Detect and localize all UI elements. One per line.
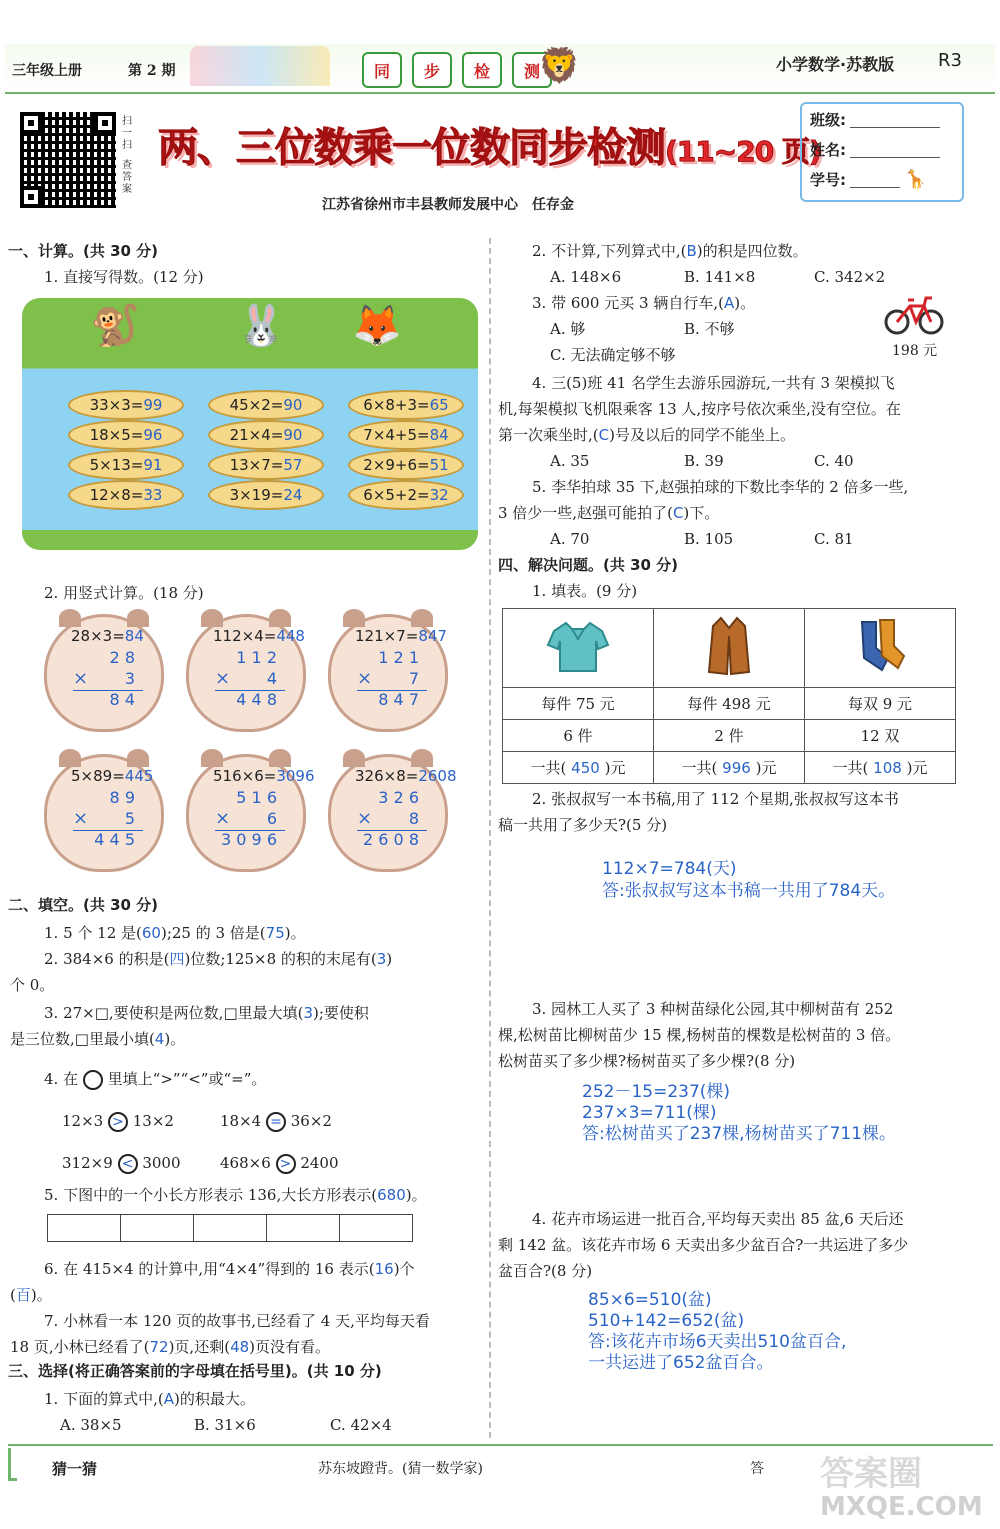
mental-math-picture	[22, 298, 478, 550]
s2-q3-cont: 是三位数,□里最小填(4)。	[10, 1030, 186, 1048]
calc-column: 5 1 6 6 3 0 9 6	[221, 788, 277, 849]
s3-q3: 3. 带 600 元买 3 辆自行车,(A)。	[532, 294, 756, 312]
vertical-calc-card	[328, 614, 448, 732]
rabbit-icon: 🐰	[236, 303, 286, 349]
price-cell: 每件 498 元	[654, 688, 805, 720]
calc-equation: 28×3=84	[71, 627, 144, 645]
calc-equation: 112×4=448	[213, 627, 305, 645]
price-cell: 每件 75 元	[503, 688, 654, 720]
s3-q2: 2. 不计算,下列算式中,(B)的积是四位数。	[532, 242, 808, 260]
count-cell: 6 件	[503, 720, 654, 752]
stamp: 测	[512, 52, 552, 88]
s2-q6-cont: (百)。	[10, 1286, 52, 1304]
stamp: 同	[362, 52, 402, 88]
s3-q5: 5. 李华拍球 35 下,赵强拍球的下数比李华的 2 倍多一些,	[532, 478, 909, 496]
column-divider	[489, 238, 491, 1438]
author-line: 江苏省徐州市丰县教师发展中心 任存金	[322, 197, 574, 213]
stamp: 检	[462, 52, 502, 88]
student-info-box	[800, 102, 964, 202]
mental-math-item: 45×2= 90	[208, 390, 324, 420]
mental-math-item: 3×19= 24	[208, 480, 324, 510]
count-cell: 2 件	[654, 720, 805, 752]
times-sign: ×	[73, 808, 89, 829]
table-cell	[654, 609, 805, 688]
count-cell: 12 双	[805, 720, 956, 752]
mental-math-item: 5×13= 91	[68, 450, 184, 480]
bike-price: 198 元	[892, 343, 938, 359]
price-cell: 每双 9 元	[805, 688, 956, 720]
s4-q3: 3. 园林工人买了 3 种树苗绿化公园,其中柳树苗有 252	[532, 1000, 894, 1018]
calc-column: 1 1 2 4 4 4 8	[236, 648, 277, 709]
qr-caption-2: 查答案	[122, 160, 132, 195]
times-sign: ×	[357, 808, 373, 829]
issue-label: 第 2 期	[128, 63, 176, 79]
s2-q2: 2. 384×6 的积是(四)位数;125×8 的积的末尾有(3)	[44, 950, 393, 968]
shirt-icon	[546, 619, 610, 673]
s4-q3-answer: 252－15=237(棵) 237×3=711(棵) 答:松树苗买了237棵,杨树苗买了711棵。	[582, 1082, 897, 1144]
s3-q1-opt: A. 38×5	[60, 1416, 122, 1434]
edition-label: 小学数学·苏教版	[776, 55, 895, 74]
compare-item: 468×6 > 2400	[220, 1154, 339, 1172]
header-stamps	[362, 52, 552, 88]
calc-line	[357, 690, 427, 691]
s4-q4: 4. 花卉市场运进一批百合,平均每天卖出 85 盆,6 天后还	[532, 1210, 904, 1228]
mental-math-item: 13×7= 57	[208, 450, 324, 480]
compare-item: 18×4 = 36×2	[220, 1112, 332, 1130]
qr-code-icon[interactable]	[20, 112, 116, 208]
s2-q4: 4. 在 里填上“>”“<”或“=”。	[44, 1070, 267, 1088]
calc-column: 3 2 6 8 2 6 0 8	[363, 788, 419, 849]
times-sign: ×	[215, 808, 231, 829]
calc-column: 2 8 3 8 4	[109, 648, 135, 709]
total-cell: 一共( 450 )元	[503, 752, 654, 784]
calc-line	[215, 830, 285, 831]
section-3-title: 三、选择(将正确答案前的字母填在括号里)。(共 10 分)	[8, 1362, 382, 1380]
compare-item: 312×9 < 3000	[62, 1154, 181, 1172]
section-1-title: 一、计算。(共 30 分)	[8, 242, 159, 260]
s3-q2-opt: C. 342×2	[814, 268, 886, 286]
s3-q3-opt: A. 够	[550, 320, 586, 338]
section-2-title: 二、填空。(共 30 分)	[8, 896, 159, 914]
coat-icon	[707, 616, 751, 676]
calc-equation: 121×7=847	[355, 627, 447, 645]
s4-q3-l2: 棵,松树苗比柳树苗少 15 棵,杨树苗的棵数是松树苗的 3 倍。	[498, 1026, 901, 1044]
name-field[interactable]: 姓名:	[802, 134, 962, 164]
s2-q7-cont: 18 页,小林已经看了(72)页,还剩(48)页没有看。	[10, 1338, 331, 1356]
circle-blank-icon	[83, 1070, 103, 1090]
fill-table	[502, 608, 956, 784]
s4-q3-l3: 松树苗买了多少棵?杨树苗买了多少棵?(8 分)	[498, 1052, 796, 1070]
table-cell	[805, 609, 956, 688]
stamp: 步	[412, 52, 452, 88]
watermark: 答案圈	[820, 1454, 922, 1494]
s3-q2-opt: B. 141×8	[684, 268, 756, 286]
s3-q5-opt: C. 81	[814, 530, 854, 548]
footer	[8, 1444, 993, 1522]
rectangle-diagram	[48, 1214, 413, 1242]
vertical-calc-card	[186, 614, 306, 732]
mental-math-item: 7×4+5= 84	[348, 420, 464, 450]
footer-riddle: 苏东坡蹬背。(猜一数学家)	[318, 1461, 483, 1477]
s4-q4-answer: 85×6=510(盆) 510+142=652(盆) 答:该花卉市场6天卖出510盆百合, 一共运进了652盆百合。	[588, 1290, 847, 1373]
calc-equation: 326×8=2608	[355, 767, 457, 785]
s3-q2-opt: A. 148×6	[550, 268, 622, 286]
section-4-title: 四、解决问题。(共 30 分)	[498, 556, 679, 574]
mental-math-item: 2×9+6= 51	[348, 450, 464, 480]
s3-q5-l2: 3 倍少一些,赵强可能拍了(C)下。	[498, 504, 720, 522]
mental-math-item: 18×5= 96	[68, 420, 184, 450]
vertical-calc-card	[44, 754, 164, 872]
watermark-url: MXQE.COM	[820, 1492, 983, 1522]
s3-q4-opt: A. 35	[550, 452, 590, 470]
s2-q7: 7. 小林看一本 120 页的故事书,已经看了 4 天,平均每天看	[44, 1312, 430, 1330]
compare-item: 12×3 > 13×2	[62, 1112, 174, 1130]
s1-q1: 1. 直接写得数。(12 分)	[44, 268, 204, 286]
s4-q4-l2: 剩 142 盆。该花卉市场 6 天卖出多少盆百合?一共运进了多少	[498, 1236, 909, 1254]
calc-line	[73, 690, 143, 691]
s4-q1: 1. 填表。(9 分)	[532, 582, 638, 600]
castle-illustration	[190, 46, 330, 86]
s2-q6: 6. 在 415×4 的计算中,用“4×4”得到的 16 表示(16)个	[44, 1260, 415, 1278]
calc-line	[73, 830, 143, 831]
s1-q2: 2. 用竖式计算。(18 分)	[44, 584, 204, 602]
animal-mascot-icon: 🦒	[904, 168, 927, 190]
s3-q4-l3: 第一次乘坐时,(C)号及以后的同学不能坐上。	[498, 426, 795, 444]
socks-icon	[852, 618, 908, 674]
s3-q1-opt: C. 42×4	[330, 1416, 392, 1434]
s3-q4: 4. 三(5)班 41 名学生去游乐园游玩,一共有 3 架模拟飞	[532, 374, 895, 392]
vertical-calc-card	[186, 754, 315, 872]
total-cell: 一共( 996 )元	[654, 752, 805, 784]
page-number: R3	[938, 50, 962, 71]
qr-caption-1: 扫一扫	[122, 116, 132, 151]
table-cell	[503, 609, 654, 688]
s2-q5: 5. 下图中的一个小长方形表示 136,大长方形表示(680)。	[44, 1186, 427, 1204]
s3-q4-opt: C. 40	[814, 452, 854, 470]
s3-q4-opt: B. 39	[684, 452, 724, 470]
times-sign: ×	[73, 668, 89, 689]
total-cell: 一共( 108 )元	[805, 752, 956, 784]
mental-math-item: 6×5+2= 32	[348, 480, 464, 510]
footer-riddle-label: 猜一猜	[52, 1460, 98, 1478]
grade-label: 三年级上册	[12, 63, 82, 79]
s2-q1: 1. 5 个 12 是(60);25 的 3 倍是(75)。	[44, 924, 306, 942]
mental-math-item: 33×3= 99	[68, 390, 184, 420]
page-title: 两、三位数乘一位数同步检测(11~20 页)	[158, 125, 821, 171]
calc-equation: 516×6=3096	[213, 767, 315, 785]
times-sign: ×	[215, 668, 231, 689]
calc-equation: 5×89=445	[71, 767, 154, 785]
s3-q3-opt: C. 无法确定够不够	[550, 346, 676, 364]
lion-mascot-icon: 🦁	[538, 46, 581, 86]
class-field[interactable]: 班级:	[802, 104, 962, 134]
monkey-icon: 🐒	[90, 303, 140, 349]
s3-q4-l2: 机,每架模拟飞机限乘客 13 人,按序号依次乘坐,没有空位。在	[498, 400, 901, 418]
s4-q2: 2. 张叔叔写一本书稿,用了 112 个星期,张叔叔写这本书	[532, 790, 899, 808]
s2-q3: 3. 27×□,要使积是两位数,□里最大填(3);要使积	[44, 1004, 369, 1022]
s4-q2-l2: 稿一共用了多少天?(5 分)	[498, 816, 668, 834]
calc-column: 1 2 1 7 8 4 7	[378, 648, 419, 709]
mental-math-item: 21×4= 90	[208, 420, 324, 450]
s3-q5-opt: A. 70	[550, 530, 590, 548]
vertical-calc-card	[44, 614, 164, 732]
s3-q1-opt: B. 31×6	[194, 1416, 256, 1434]
mental-math-item: 6×8+3= 65	[348, 390, 464, 420]
s3-q1: 1. 下面的算式中,(A)的积最大。	[44, 1390, 255, 1408]
times-sign: ×	[357, 668, 373, 689]
mental-math-item: 12×8= 33	[68, 480, 184, 510]
s2-q2-cont: 个 0。	[10, 976, 55, 994]
footer-answer-label: 答	[750, 1461, 764, 1477]
calc-column: 8 9 5 4 4 5	[94, 788, 135, 849]
s3-q3-opt: B. 不够	[684, 320, 735, 338]
calc-line	[357, 830, 427, 831]
vertical-calc-card	[328, 754, 457, 872]
s3-q5-opt: B. 105	[684, 530, 734, 548]
s4-q4-l3: 盆百合?(8 分)	[498, 1262, 593, 1280]
bicycle-icon	[884, 292, 944, 340]
s4-q2-answer: 112×7=784(天) 答:张叔叔写这本书稿一共用了784天。	[602, 859, 896, 901]
number-field[interactable]: 学号: 🦒	[810, 168, 927, 190]
calc-line	[215, 690, 285, 691]
squirrel-icon: 🦊	[352, 303, 402, 349]
